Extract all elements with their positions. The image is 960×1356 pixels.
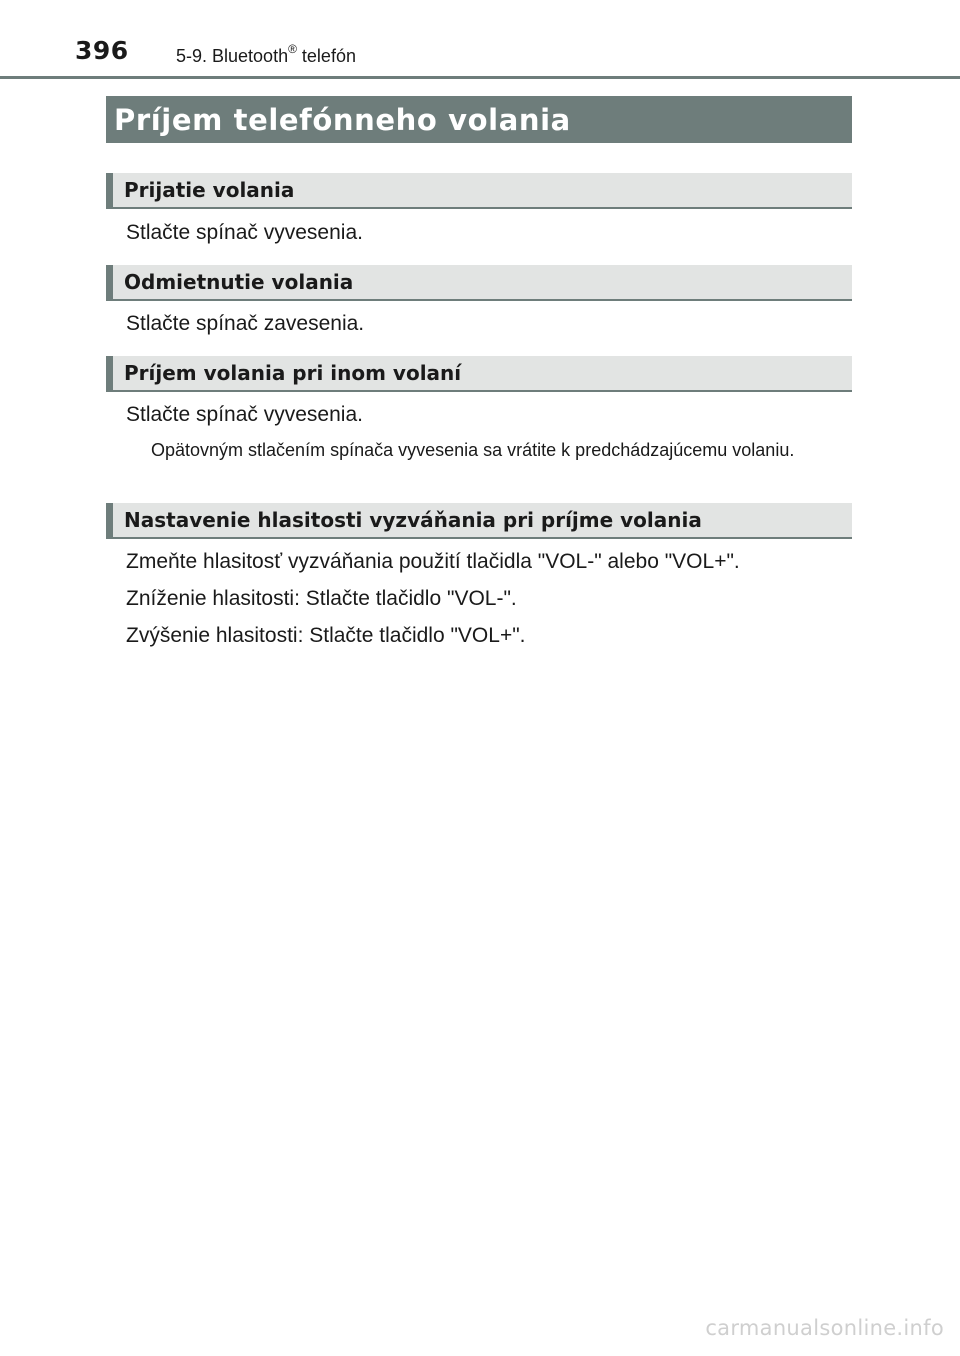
instruction-text: Zníženie hlasitosti: Stlačte tlačidlo "VOL-".	[126, 587, 517, 610]
instruction-text: Zmeňte hlasitosť vyzváňania použití tlačidla "VOL-" alebo "VOL+".	[126, 550, 740, 573]
instruction-text: Stlačte spínač vyvesenia.	[126, 403, 363, 426]
instruction-text: Zvýšenie hlasitosti: Stlačte tlačidlo "VOL+".	[126, 624, 526, 647]
page-title: Príjem telefónneho volania	[114, 103, 571, 137]
registered-mark: ®	[288, 42, 297, 56]
page-title-bar	[106, 96, 852, 143]
section-heading-text: Príjem volania pri inom volaní	[124, 361, 462, 385]
breadcrumb-suffix: telefón	[296, 46, 356, 66]
breadcrumb-prefix: 5-9. Bluetooth	[176, 46, 289, 66]
instruction-text: Stlačte spínač zavesenia.	[126, 312, 365, 335]
section-heading-text: Nastavenie hlasitosti vyzváňania pri príjme volania	[124, 508, 702, 532]
header-rule	[0, 76, 960, 79]
note-text: Opätovným stlačením spínača vyvesenia sa vrátite k predchádzajúcemu volaniu.	[151, 440, 795, 460]
page-header	[0, 0, 960, 78]
section-heading-answer-call	[106, 173, 852, 209]
section-heading-text: Odmietnutie volania	[124, 270, 354, 294]
page-number: 396	[75, 36, 129, 65]
section-heading-reject-call	[106, 265, 852, 301]
breadcrumb	[176, 44, 356, 67]
section-heading-text: Prijatie volania	[124, 178, 295, 202]
section-heading-ring-volume	[106, 503, 852, 539]
section-heading-call-waiting	[106, 356, 852, 392]
footer-watermark: carmanualsonline.info	[705, 1316, 944, 1340]
instruction-text: Stlačte spínač vyvesenia.	[126, 221, 363, 244]
